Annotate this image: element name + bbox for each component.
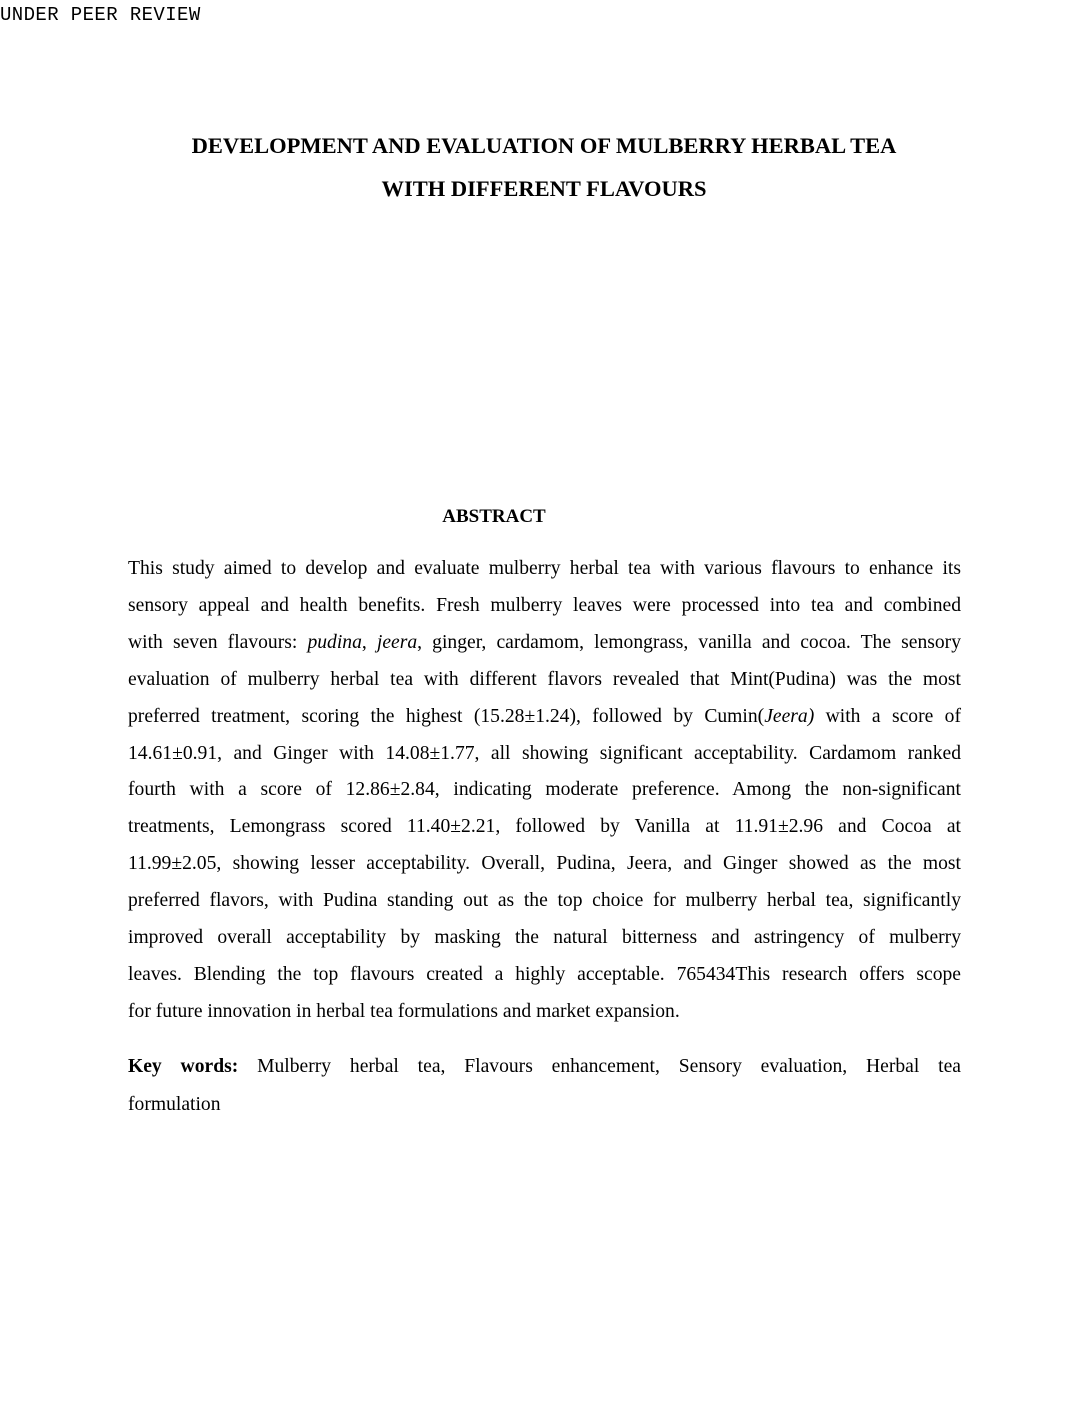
- abstract-line: [128, 699, 961, 736]
- abstract-text: with seven flavours:: [128, 631, 308, 653]
- paper-title-line-1: DEVELOPMENT AND EVALUATION OF MULBERRY HERBAL TEA: [191, 133, 897, 158]
- abstract-italic-term: pudina: [307, 631, 362, 653]
- abstract-italic-term: Jeera): [764, 705, 815, 727]
- abstract-line: sensory appeal and health benefits. Fresh mulberry leaves were processed into tea and combined: [128, 594, 961, 616]
- abstract-line: 11.99±2.05, showing lesser acceptability. Overall, Pudina, Jeera, and Ginger showed as the most: [128, 853, 961, 875]
- keywords-section: [128, 1048, 961, 1124]
- abstract-heading: ABSTRACT: [442, 506, 546, 527]
- abstract-line: for future innovation in herbal tea formulations and market expansion.: [128, 1000, 680, 1022]
- abstract-body: [128, 551, 961, 1031]
- abstract-italic-term: jeera: [376, 631, 418, 653]
- keywords-line: formulation: [128, 1094, 221, 1115]
- abstract-text: , ginger, cardamom, lemongrass, vanilla and cocoa. The sensory: [417, 631, 962, 653]
- abstract-line: 14.61±0.91, and Ginger with 14.08±1.77, all showing significant acceptability. Cardamom ranked: [128, 742, 961, 764]
- paper-title-line-2: WITH DIFFERENT FLAVOURS: [381, 176, 707, 201]
- paper-title: [0, 124, 1088, 210]
- watermark-under-peer-review: UNDER PEER REVIEW: [0, 4, 201, 26]
- abstract-line: fourth with a score of 12.86±2.84, indicating moderate preference. Among the non-significant: [128, 779, 961, 801]
- abstract-text: ,: [361, 631, 377, 653]
- abstract-line: leaves. Blending the top flavours created a highly acceptable. 765434This research offers scope: [128, 963, 961, 985]
- abstract-line: improved overall acceptability by masking the natural bitterness and astringency of mulberry: [128, 927, 961, 949]
- keywords-label: Key words:: [128, 1056, 239, 1077]
- abstract-line: preferred flavors, with Pudina standing out as the top choice for mulberry herbal tea, significantly: [128, 890, 961, 912]
- abstract-line: This study aimed to develop and evaluate mulberry herbal tea with various flavours to enhance its: [128, 558, 961, 579]
- abstract-text: with a score of: [814, 705, 962, 727]
- abstract-text: preferred treatment, scoring the highest (15.28±1.24), followed by Cumin(: [128, 705, 765, 727]
- abstract-line: [128, 625, 961, 662]
- abstract-line: evaluation of mulberry herbal tea with different flavors revealed that Mint(Pudina) was the most: [128, 668, 961, 690]
- abstract-line: treatments, Lemongrass scored 11.40±2.21, followed by Vanilla at 11.91±2.96 and Cocoa at: [128, 816, 961, 838]
- keywords-text: Mulberry herbal tea, Flavours enhancement, Sensory evaluation, Herbal tea: [238, 1056, 961, 1077]
- keywords-line: [128, 1048, 961, 1086]
